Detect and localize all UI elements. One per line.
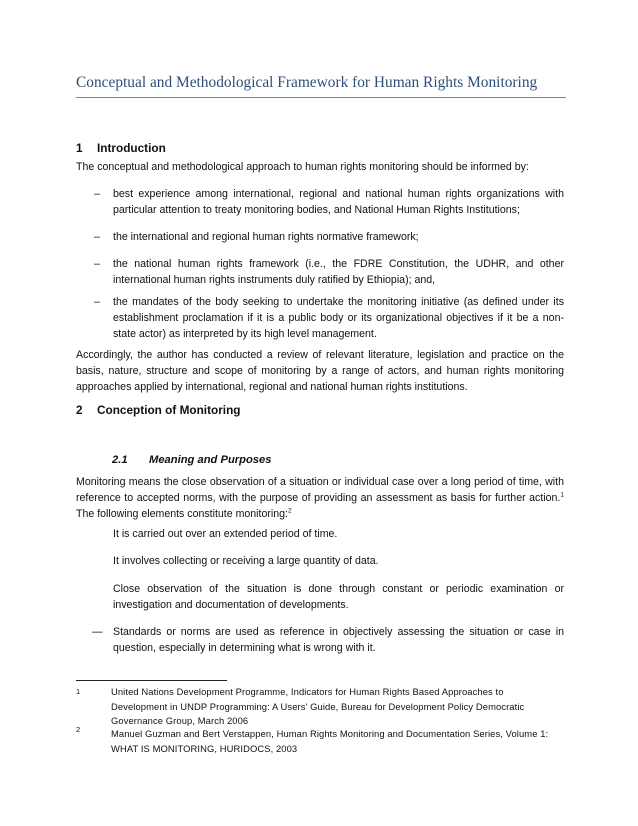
section-2-heading: Conception of Monitoring [97,403,241,417]
monitoring-element: Close observation of the situation is done through constant or periodic examination or investigation and documentation of developments. [113,583,564,611]
section-1-closing: Accordingly, the author has conducted a review of relevant literature, legislation and practice on the basis, nature, structure and scope of monitoring by a range of actors, and human rights monitoring approaches applied by international, regional and national human rights institutions. [76,349,564,393]
bullet-item: the national human rights framework (i.e., the FDRE Constitution, the UDHR, and other international human rights instruments duly ratified by Ethiopia); and, [113,258,564,286]
bullet-item: the mandates of the body seeking to undertake the monitoring initiative (as defined under its establishment proclamation if it is a public body or its organizational objectives if it be a non-state actor) as interpreted by its high level management. [113,296,564,340]
section-1-intro: The conceptual and methodological approach to human rights monitoring should be informed by: [76,161,529,173]
section-1-number: 1 [76,141,83,155]
footnote-ref-1[interactable]: 1 [560,491,564,499]
footnote-separator [76,680,227,681]
bullet-marker: – [94,258,100,270]
section-1-heading: Introduction [97,141,166,155]
monitoring-element: It involves collecting or receiving a large quantity of data. [113,555,379,567]
definition-text-continued: The following elements constitute monitoring: [76,508,288,520]
document-title: Conceptual and Methodological Framework for Human Rights Monitoring [76,74,538,91]
bullet-marker: – [94,231,100,243]
footnote-text: Manuel Guzman and Bert Verstappen, Human Rights Monitoring and Documentation Series, Volume 1: WHAT IS MONITORING, HURIDOCS, 2003 [111,728,549,754]
monitoring-definition [76,474,564,522]
subsection-number: 2.1 [112,454,128,466]
subsection-heading: Meaning and Purposes [149,454,272,466]
monitoring-element: It is carried out over an extended period of time. [113,528,338,540]
section-2-number: 2 [76,403,83,417]
footnote-number: 2 [76,725,81,734]
bullet-marker: – [94,188,100,200]
dash-marker: — [92,626,102,638]
title-underline [76,97,566,98]
footnote-ref-2[interactable]: 2 [287,507,292,515]
footnote-text: United Nations Development Programme, Indicators for Human Rights Based Approaches to Development in UNDP Programming: A Users' Guide, Bureau for Development Policy Democratic Governance Group, March 2006 [111,686,525,727]
definition-text: Monitoring means the close observation of a situation or individual case over a long period of time, with reference to accepted norms, with the purpose of providing an assessment as basis for further action. [76,476,564,504]
bullet-marker: – [94,296,100,308]
bullet-item: best experience among international, regional and national human rights organizations with particular attention to treaty monitoring bodies, and National Human Rights Institutions; [113,188,564,216]
monitoring-element: Standards or norms are used as reference in objectively assessing the situation or case in question, especially in determining what is wrong with it. [113,626,564,654]
bullet-item: the international and regional human rights normative framework; [113,231,419,243]
footnote-number: 1 [76,687,81,696]
